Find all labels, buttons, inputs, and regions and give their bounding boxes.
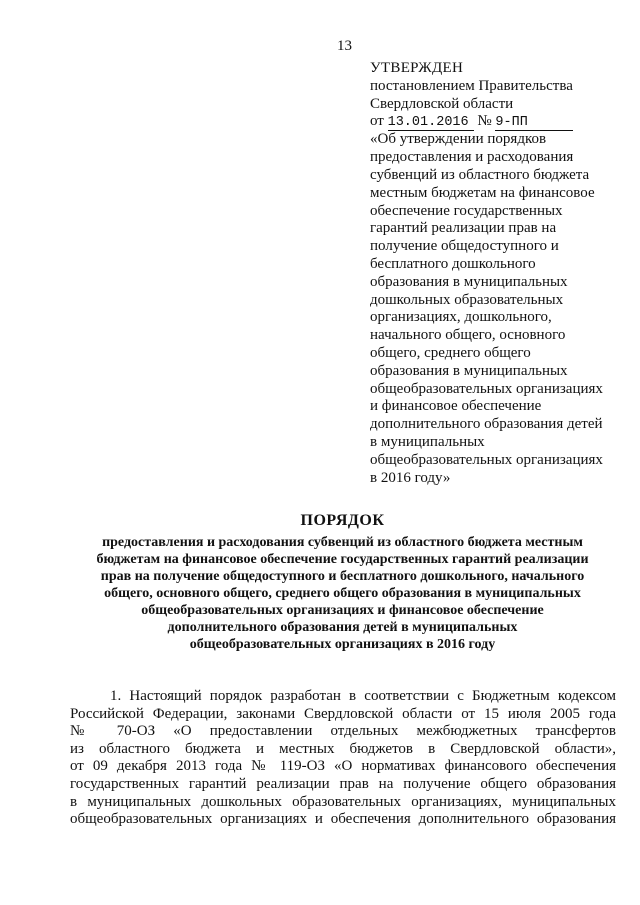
body-line: общеобразовательных организациях и обеспечения дополнительного образования [70, 811, 616, 828]
number-prefix: № [477, 113, 492, 130]
approval-date-line [370, 113, 628, 131]
approval-date: 13.01.2016 [388, 116, 474, 131]
approval-title-line: начального общего, основного [370, 327, 566, 344]
approval-title-line: общеобразовательных организациях [370, 451, 603, 468]
body-line: из областного бюджета и местных бюджетов в Свердловской области», [70, 740, 616, 757]
body-line: государственных гарантий реализации прав на получение общего образования [70, 775, 616, 792]
approval-title-line: образования в муниципальных [370, 273, 568, 290]
approval-title-line: в 2016 году» [370, 469, 451, 486]
page-number: 13 [337, 38, 352, 54]
document-subtitle-line: предоставления и расходования субвенций из областного бюджета местным [102, 535, 583, 550]
approval-line: Свердловской области [370, 95, 514, 112]
document-subtitle-line: общеобразовательных организациях и финансовое обеспечение [141, 603, 544, 618]
date-prefix: от [370, 113, 384, 130]
document-subtitle-line: прав на получение общедоступного и бесплатного дошкольного, начального [100, 569, 585, 584]
approval-title-line: местным бюджетам на финансовое [370, 184, 595, 201]
approval-title-line: в муниципальных [370, 433, 485, 450]
approval-title-line: «Об утверждении порядков [370, 131, 547, 148]
document-subtitle-line: общеобразовательных организациях в 2016 году [189, 637, 496, 652]
approval-title-line: общего, среднего общего [370, 344, 531, 361]
body-line: № 70-ОЗ «О предоставлении отдельных межбюджетных трансфертов [70, 723, 616, 740]
approval-title-line: общеобразовательных организациях [370, 380, 603, 397]
body-line: от 09 декабря 2013 года № 119-ОЗ «О нормативах финансового обеспечения [70, 758, 616, 775]
document-heading [70, 512, 615, 653]
approval-title-line: предоставления и расходования [370, 149, 574, 166]
body-line: в муниципальных дошкольных образовательных организациях, муниципальных [70, 793, 616, 810]
approval-head: УТВЕРЖДЕН [370, 60, 464, 76]
document-subtitle-line: общего, основного общего, среднего общего образования в муниципальных [104, 586, 581, 601]
document-subtitle-line: бюджетам на финансовое обеспечение государственных гарантий реализации [96, 552, 589, 567]
approval-title-line: субвенций из областного бюджета [370, 166, 590, 183]
approval-title-line: обеспечение государственных [370, 202, 563, 219]
approval-title-line: и финансовое обеспечение [370, 398, 542, 415]
approval-title-line: дошкольных образовательных [370, 291, 564, 308]
approval-title-line: получение общедоступного и [370, 238, 559, 255]
approval-title-line: дополнительного образования детей [370, 416, 603, 433]
document-title: ПОРЯДОК [300, 512, 385, 529]
approval-line: постановлением Правительства [370, 77, 573, 94]
approval-title [370, 131, 628, 487]
approval-title-line: образования в муниципальных [370, 362, 568, 379]
document-subtitle-line: дополнительного образования детей в муниципальных [167, 620, 518, 635]
approval-title-line: гарантий реализации прав на [370, 220, 557, 237]
approval-block [370, 60, 628, 487]
body-line: 1. Настоящий порядок разработан в соответствии с Бюджетным кодексом [110, 688, 616, 704]
document-body-paragraph [70, 688, 616, 829]
approval-title-line: бесплатного дошкольного [370, 255, 536, 272]
approval-title-line: организациях, дошкольного, [370, 309, 552, 326]
body-line: Российской Федерации, законами Свердловской области от 15 июля 2005 года [70, 705, 616, 722]
approval-number: 9-ПП [495, 116, 573, 131]
